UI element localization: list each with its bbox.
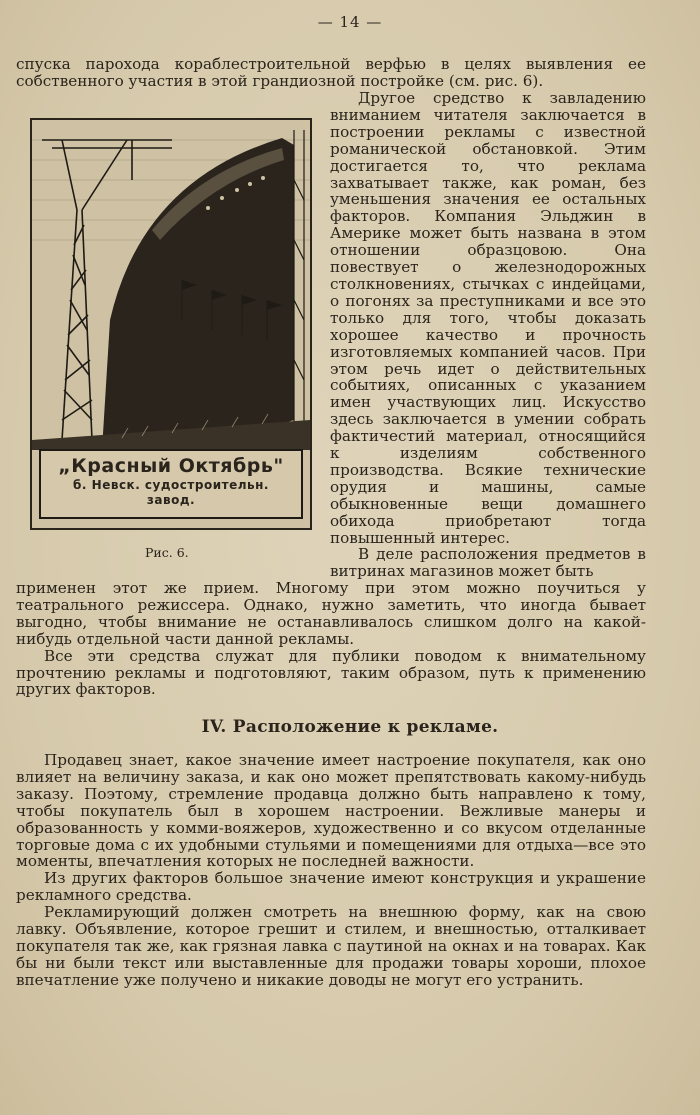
poster-subtitle-line-2: завод. <box>146 493 196 507</box>
poster-subtitle-line-1: б. Невск. судостроительн. <box>73 478 269 492</box>
right-column-text <box>330 90 646 580</box>
figure-caption: Рис. 6. <box>145 545 189 560</box>
figure-poster <box>30 118 312 530</box>
section-heading: IV. Расположение к рекламе. <box>201 717 499 737</box>
section-paragraph-1: Продавец знает, какое значение имеет настроение покупателя, как оно влияет на величину заказа, и как оно может препятствовать какому-нибудь заказу. Поэтому, стремление продавца должно быть направлено к тому, чтобы покупатель был в хорошем настроении. Вежливые манеры и образованность у комми-вояжеров, художественно и со вкусом отделанные торговые дома с их удобными стульями и помещениями для отдыха—все это моменты, впечатления которых не последней важности. <box>16 751 646 871</box>
continuation-paragraph-1: применен этот же прием. Многому при этом можно поучиться у театрального режиссера. Однако, нужно заметить, что иногда бывает выгодно, чтобы внимание не останавливалось слишком долго на какой-нибудь отдельной части данной рекламы. <box>16 579 646 648</box>
section-paragraph-3: Рекламирующий должен смотреть на внешнюю форму, как на свою лавку. Объявление, которое грешит и стилем, и внешностью, отталкивает покупателя так же, как грязная лавка с паутиной на окнах и на товарах. Как бы ни были текст или выставленные для продажи товары хороши, плохое впечатление уже получено и никакие доводы не могут его устранить. <box>16 903 646 989</box>
section-paragraph-2: Из других факторов большое значение имеют конструкция и украшение рекламного средства. <box>16 869 646 905</box>
continuation-paragraph-2: Все эти средства служат для публики поводом к внимательному прочтению рекламы и подготовляют, таким образом, путь к применению других факторов. <box>16 646 646 699</box>
intro-paragraph: спуска парохода кораблестроительной верфью в целях выявления ее собственного участия в этой грандиозной постройке (см. рис. 6). <box>16 55 646 90</box>
right-column-paragraph-1: Другое средство к завладению вниманием читателя заключается в построении рекламы с известной романической обстановкой. Этим достигается то, что реклама захватывает также, как роман, без уменьшения значения ее остальных факторов. Компания Эльджин в Америке может быть названа в этом отношении образцовою. Она повествует о железнодорожных столкновениях, стычках с индейцами, о погонях за преступниками и все это только для того, чтобы доказать хорошее качество и прочность изготовляемых компанией часов. При этом речь идет о действительных событиях, описанных с указанием имен участвующих лиц. Искусство здесь заключается в умении собрать фактичестий материал, относящийся к изделиям собственного производства. Всякие технические орудия и машины, самые обыкновенные вещи домашнего обихода приобретают тогда повышенный интерес. <box>330 89 646 547</box>
poster-title: „Красный Октябрь" <box>58 455 284 477</box>
right-column-paragraph-2: В деле расположения предметов в витринах магазинов может быть <box>330 545 646 581</box>
section-text <box>16 752 646 989</box>
intro-text <box>16 56 646 90</box>
continuation-text <box>16 580 646 698</box>
page-number: — 14 — <box>317 13 383 31</box>
poster-caption <box>32 454 310 508</box>
